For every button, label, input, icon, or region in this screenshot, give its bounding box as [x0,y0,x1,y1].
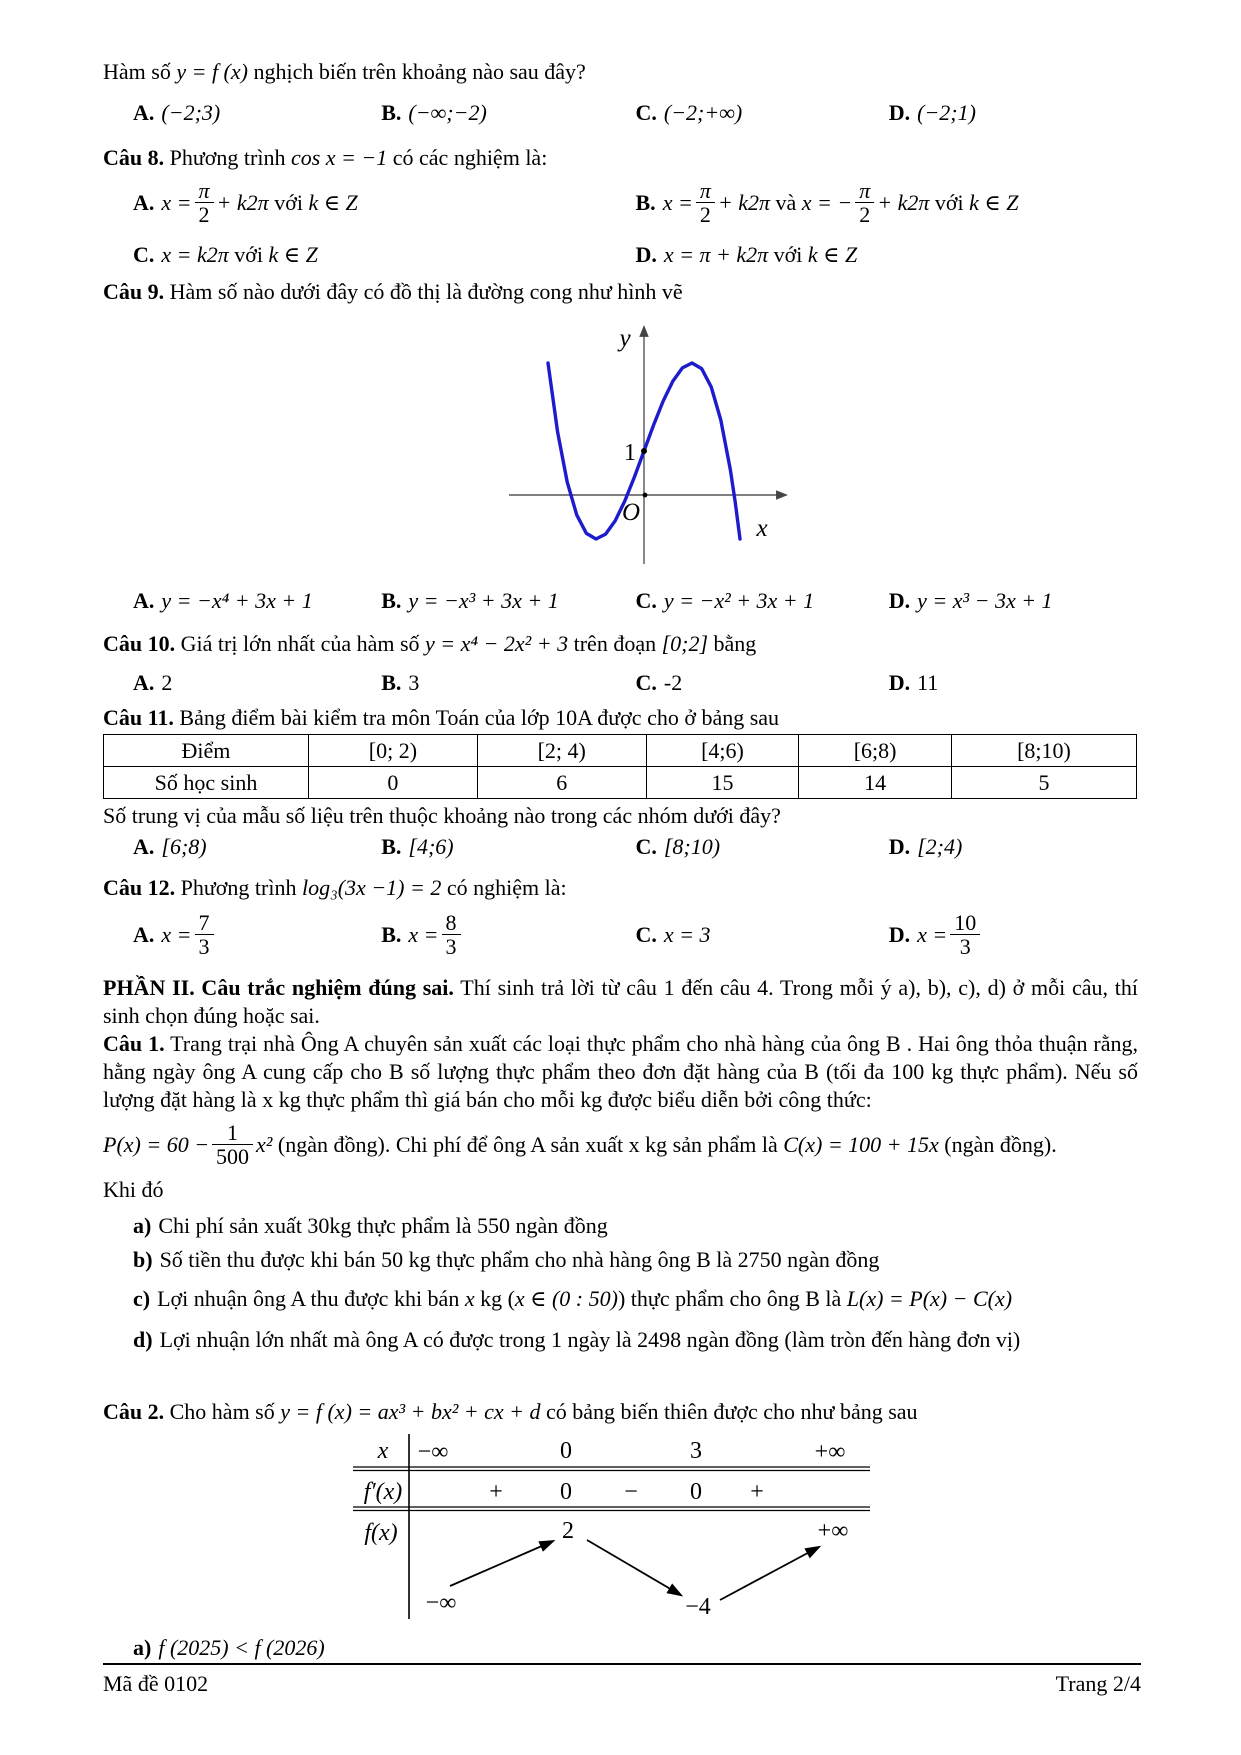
q11-option-c: C. [8;10) [635,834,721,859]
q7-option-d: D. (−2;1) [888,100,976,125]
p2q1-item-d: d) Lợi nhuận lớn nhất mà ông A có được trong 1 ngày là 2498 ngàn đồng (làm tròn đến hàng đơn vị) [133,1327,1021,1352]
q10-option-c: C. -2 [635,670,683,695]
q10-option-a: A. 2 [133,670,173,695]
score-table [103,734,1137,799]
q9-stem: Câu 9. Hàm số nào dưới đây có đồ thị là đường cong như hình vẽ [103,279,683,304]
q8-options-cd [103,240,1138,270]
bbt-sign-zero1: 0 [560,1479,572,1505]
p2q1-formula: P(x) = 60 − $\frac{1}{500}$ x² (ngàn đồng). Chi phí để ông A sản xuất x kg sản phẩm là C(x) = 100 + 15x (ngàn đồng). [103,1119,1057,1170]
q7-options [103,98,1138,128]
q12-option-d: D. x = $\frac{10}{3}$ [889,906,1138,964]
bbt-x-neg-inf: −∞ [417,1439,449,1465]
p2q1-item-b: b) Số tiền thu được khi bán 50 kg thực phẩm cho nhà hàng ông B là 2750 ngàn đồng [133,1247,880,1272]
q11-option-a: A. [6;8) [133,834,207,859]
row-label-cell: Số học sinh [104,767,309,799]
bbt-f-label: f(x) [364,1520,398,1546]
data-cell: 6 [477,767,646,799]
header-cell: [6;8) [799,735,952,767]
q10-option-b: B. 3 [381,670,420,695]
origin-label: O [621,499,641,526]
q7-option-b: B. (−∞;−2) [381,100,487,125]
q11-stem: Câu 11. Bảng điểm bài kiểm tra môn Toán của lớp 10A được cho ở bảng sau [103,705,780,730]
q12-number: Câu 12. [103,875,176,900]
q10-number: Câu 10. [103,631,176,656]
fraction: $\frac{\pi}{2}$ [855,179,874,228]
bbt-sign-zero2: 0 [690,1479,702,1505]
bbt-f-max: 2 [562,1518,574,1544]
q9-option-d: D. y = x³ − 3x + 1 [888,588,1053,613]
q12-options [103,906,1138,964]
variation-table-svg [353,1434,875,1620]
part2-heading-bold: PHẦN II. Câu trắc nghiệm đúng sai. [103,975,454,1000]
p2q1-stem: Câu 1. Trang trại nhà Ông A chuyên sản xuất các loại thực phẩm cho nhà hàng của ông B . Hai ông thỏa thuận rằng, hằng ngày ông A cung cấp cho B số lượng thực phẩm theo đơn đặt hàng của B (tối đa 100 kg thực phẩm). Nếu số lượng đặt hàng là x kg thực phẩm thì giá bán cho mỗi kg được biểu diễn bởi công thức: [103,1031,1139,1112]
bbt-arrow-down [587,1540,679,1594]
q7-stem [103,58,1138,86]
bbt-f-pos-inf: +∞ [817,1518,849,1544]
header-cell: Điểm [104,735,309,767]
q7-option-a: A. (−2;3) [133,100,221,125]
part2-heading: PHẦN II. Câu trắc nghiệm đúng sai. Thí sinh trả lời từ câu 1 đến câu 4. Trong mỗi ý a), b), c), d) ở mỗi câu, thí sinh chọn đúng hoặc sai. [103,975,1138,1028]
q7-stem-math: y = f (x) [176,59,248,84]
origin-dot [643,493,648,498]
q10-options [103,668,1138,698]
page-footer [103,1663,1141,1697]
fraction: $\frac{\pi}{2}$ [696,179,715,228]
point-0-1 [641,448,647,454]
q12-option-a: A. x = $\frac{7}{3}$ [133,906,381,964]
fraction: $\frac{1}{500}$ [212,1121,253,1170]
y-tick-1: 1 [624,440,636,466]
bbt-sign-minus: − [624,1479,638,1505]
q8-option-b: B. x = $\frac{\pi}{2}$ + k2π và x = − $\frac{\pi}{2}$ + k2π với k ∈ Z [635,177,1019,228]
q11-option-d: D. [2;4) [888,834,963,859]
x-axis-label: x [756,515,768,542]
q10-option-d: D. 11 [888,670,939,695]
q12-option-b: B. x = $\frac{8}{3}$ [381,906,635,964]
q8-option-c: C. x = k2π với k ∈ Z [133,242,318,267]
bbt-arrow-up-1 [450,1542,551,1586]
header-cell: [0; 2) [309,735,478,767]
bbt-x-0: 0 [560,1438,572,1464]
header-cell: [4;6) [646,735,799,767]
header-cell: [8;10) [951,735,1136,767]
q9-options [103,586,1138,616]
graph-svg [509,314,809,572]
bbt-x-label: x [377,1438,389,1464]
y-axis-label: y [619,325,631,352]
bbt-sign-plus2: + [750,1479,764,1505]
fraction: $\frac{10}{3}$ [950,911,980,960]
data-cell: 15 [646,767,799,799]
bbt-x-pos-inf: +∞ [814,1439,846,1465]
bbt-sign-plus1: + [489,1479,503,1505]
q11-number: Câu 11. [103,705,174,730]
bbt-fprime-label: f′(x) [363,1479,403,1505]
q11-options [103,832,1138,862]
p2q2-item-a: a) f (2025) < f (2026) [133,1635,325,1660]
data-cell: 0 [309,767,478,799]
q10-stem: Câu 10. Giá trị lớn nhất của hàm số y = x⁴ − 2x² + 3 trên đoạn [0;2] bằng [103,631,757,656]
q8-options-ab [103,174,1138,232]
q8-option-a: A. x = $\frac{\pi}{2}$ + k2π với k ∈ Z [133,177,358,228]
p2q1-item-a: a) Chi phí sản xuất 30kg thực phẩm là 550 ngàn đồng [133,1213,608,1238]
variation-table [353,1434,875,1620]
page-number: Trang 2/4 [1055,1671,1141,1696]
q12-option-c: C. x = 3 [635,922,711,947]
bbt-f-neg-inf: −∞ [425,1590,457,1616]
data-cell: 14 [799,767,952,799]
bbt-arrow-up-2 [720,1548,817,1600]
q12-stem: Câu 12. Phương trình log₃(3x −1) = 2 có nghiệm là: [103,875,567,900]
cubic-function-graph [509,314,809,572]
fraction: $\frac{\pi}{2}$ [195,179,214,228]
fraction: $\frac{7}{3}$ [195,911,214,960]
q11-option-b: B. [4;6) [381,834,454,859]
fraction: $\frac{8}{3}$ [442,911,461,960]
q9-option-a: A. y = −x⁴ + 3x + 1 [133,588,313,613]
table-data-row [104,767,1137,799]
p2q1-items [103,1212,1138,1354]
q7-option-c: C. (−2;+∞) [635,100,743,125]
header-cell: [2; 4) [477,735,646,767]
bbt-x-3: 3 [690,1438,702,1464]
p2q1-item-c: c) Lợi nhuận ông A thu được khi bán x kg (x ∈ (0 : 50)) thực phẩm cho ông B là L(x) = P(x) − C(x) [133,1286,1013,1311]
bbt-f-min: −4 [685,1594,711,1620]
q8-option-d: D. x = π + k2π với k ∈ Z [635,242,858,267]
q9-option-b: B. y = −x³ + 3x + 1 [381,588,559,613]
table-header-row [104,735,1137,767]
exam-code: Mã đề 0102 [103,1671,209,1696]
q8-stem: Câu 8. Phương trình cos x = −1 có các nghiệm là: [103,145,548,170]
q8-number: Câu 8. [103,145,165,170]
q11-question: Số trung vị của mẫu số liệu trên thuộc khoảng nào trong các nhóm dưới đây? [103,803,781,828]
q9-number: Câu 9. [103,279,165,304]
data-cell: 5 [951,767,1136,799]
q7-stem-pre: Hàm số [103,59,171,84]
q9-option-c: C. y = −x² + 3x + 1 [635,588,815,613]
p2q2-stem: Câu 2. Cho hàm số y = f (x) = ax³ + bx² + cx + d có bảng biến thiên được cho như bảng sau [103,1399,918,1424]
p2q1-khido: Khi đó [103,1177,164,1202]
p2q1-number: Câu 1. [103,1031,165,1056]
q7-stem-post: nghịch biến trên khoảng nào sau đây? [253,59,586,84]
p2q2-number: Câu 2. [103,1399,165,1424]
